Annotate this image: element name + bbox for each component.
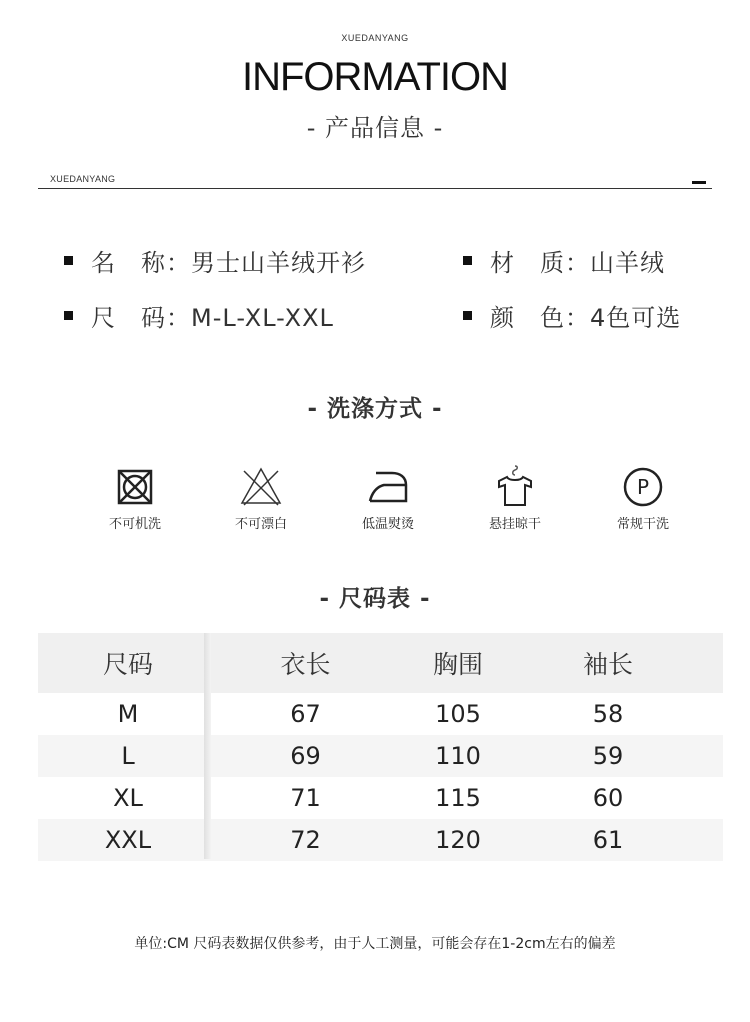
divider-dash: [692, 181, 706, 184]
table-row: [38, 819, 723, 861]
table-cell: 115: [435, 784, 481, 812]
table-row: [38, 735, 723, 777]
size-table: [38, 633, 723, 861]
wash-item-low-iron: [333, 463, 443, 532]
no-bleach-icon: [237, 463, 285, 511]
wash-section-title: - 洗涤方式 -: [307, 396, 443, 422]
table-cell: 120: [435, 826, 481, 854]
wash-label: 低温熨烫: [361, 517, 414, 532]
info-color: [463, 298, 681, 333]
header-cell: 袖长: [582, 650, 633, 679]
table-cell: XXL: [104, 826, 152, 854]
page-subtitle: - 产品信息 -: [306, 114, 444, 142]
header-cell: 胸围: [432, 650, 483, 679]
table-cell: XL: [113, 784, 143, 812]
info-material: [463, 243, 665, 278]
info-color-text: 颜 色：4色可选: [490, 304, 682, 332]
hang-dry-icon: [491, 463, 539, 511]
page-title: INFORMATION: [241, 55, 508, 99]
table-cell: 105: [435, 700, 481, 728]
table-column-divider: [204, 633, 211, 859]
wash-label: 不可漂白: [234, 517, 287, 532]
bullet-square-icon: [64, 311, 73, 320]
bullet-square-icon: [64, 256, 73, 265]
table-cell: 72: [290, 826, 321, 854]
info-size-text: 尺 码：M-L-XL-XXL: [91, 304, 334, 332]
divider-line: [38, 188, 712, 189]
brand-top: XUEDANYANG: [341, 33, 409, 43]
dry-clean-icon: [619, 463, 667, 511]
table-cell: 71: [290, 784, 321, 812]
brand-line-label: XUEDANYANG: [50, 174, 116, 184]
wash-item-hang-dry: [460, 463, 570, 532]
footer-note: 单位:CM 尺码表数据仅供参考，由于人工测量，可能会存在1-2cm左右的偏差: [134, 936, 616, 952]
wash-item-no-machine-wash: [80, 463, 190, 532]
table-cell: 69: [290, 742, 321, 770]
info-name-text: 名 称：男士山羊绒开衫: [91, 249, 366, 277]
header-cell: 衣长: [280, 650, 331, 679]
info-size: [64, 298, 334, 333]
svg-text:P: P: [636, 475, 650, 499]
info-name: [64, 243, 366, 278]
wash-label: 悬挂晾干: [488, 517, 541, 532]
table-cell: 59: [592, 742, 624, 770]
table-cell: 110: [435, 742, 481, 770]
bullet-square-icon: [463, 311, 472, 320]
bullet-square-icon: [463, 256, 472, 265]
table-row: [38, 693, 723, 735]
table-cell: L: [121, 742, 135, 770]
low-iron-icon: [364, 463, 412, 511]
table-cell: 60: [592, 784, 624, 812]
no-machine-wash-icon: [111, 463, 159, 511]
wash-item-dry-clean: [588, 463, 698, 532]
wash-item-no-bleach: [206, 463, 316, 532]
info-material-text: 材 质：山羊绒: [490, 249, 665, 277]
table-cell: 58: [592, 700, 624, 728]
table-header-row: [38, 633, 723, 693]
table-cell: 67: [290, 700, 321, 728]
wash-label: 常规干洗: [616, 517, 669, 532]
header-cell: 尺码: [102, 650, 153, 679]
table-row: [38, 777, 723, 819]
wash-label: 不可机洗: [108, 517, 161, 532]
size-section-title: - 尺码表 -: [319, 586, 431, 612]
table-cell: M: [117, 700, 139, 728]
table-cell: 61: [592, 826, 624, 854]
